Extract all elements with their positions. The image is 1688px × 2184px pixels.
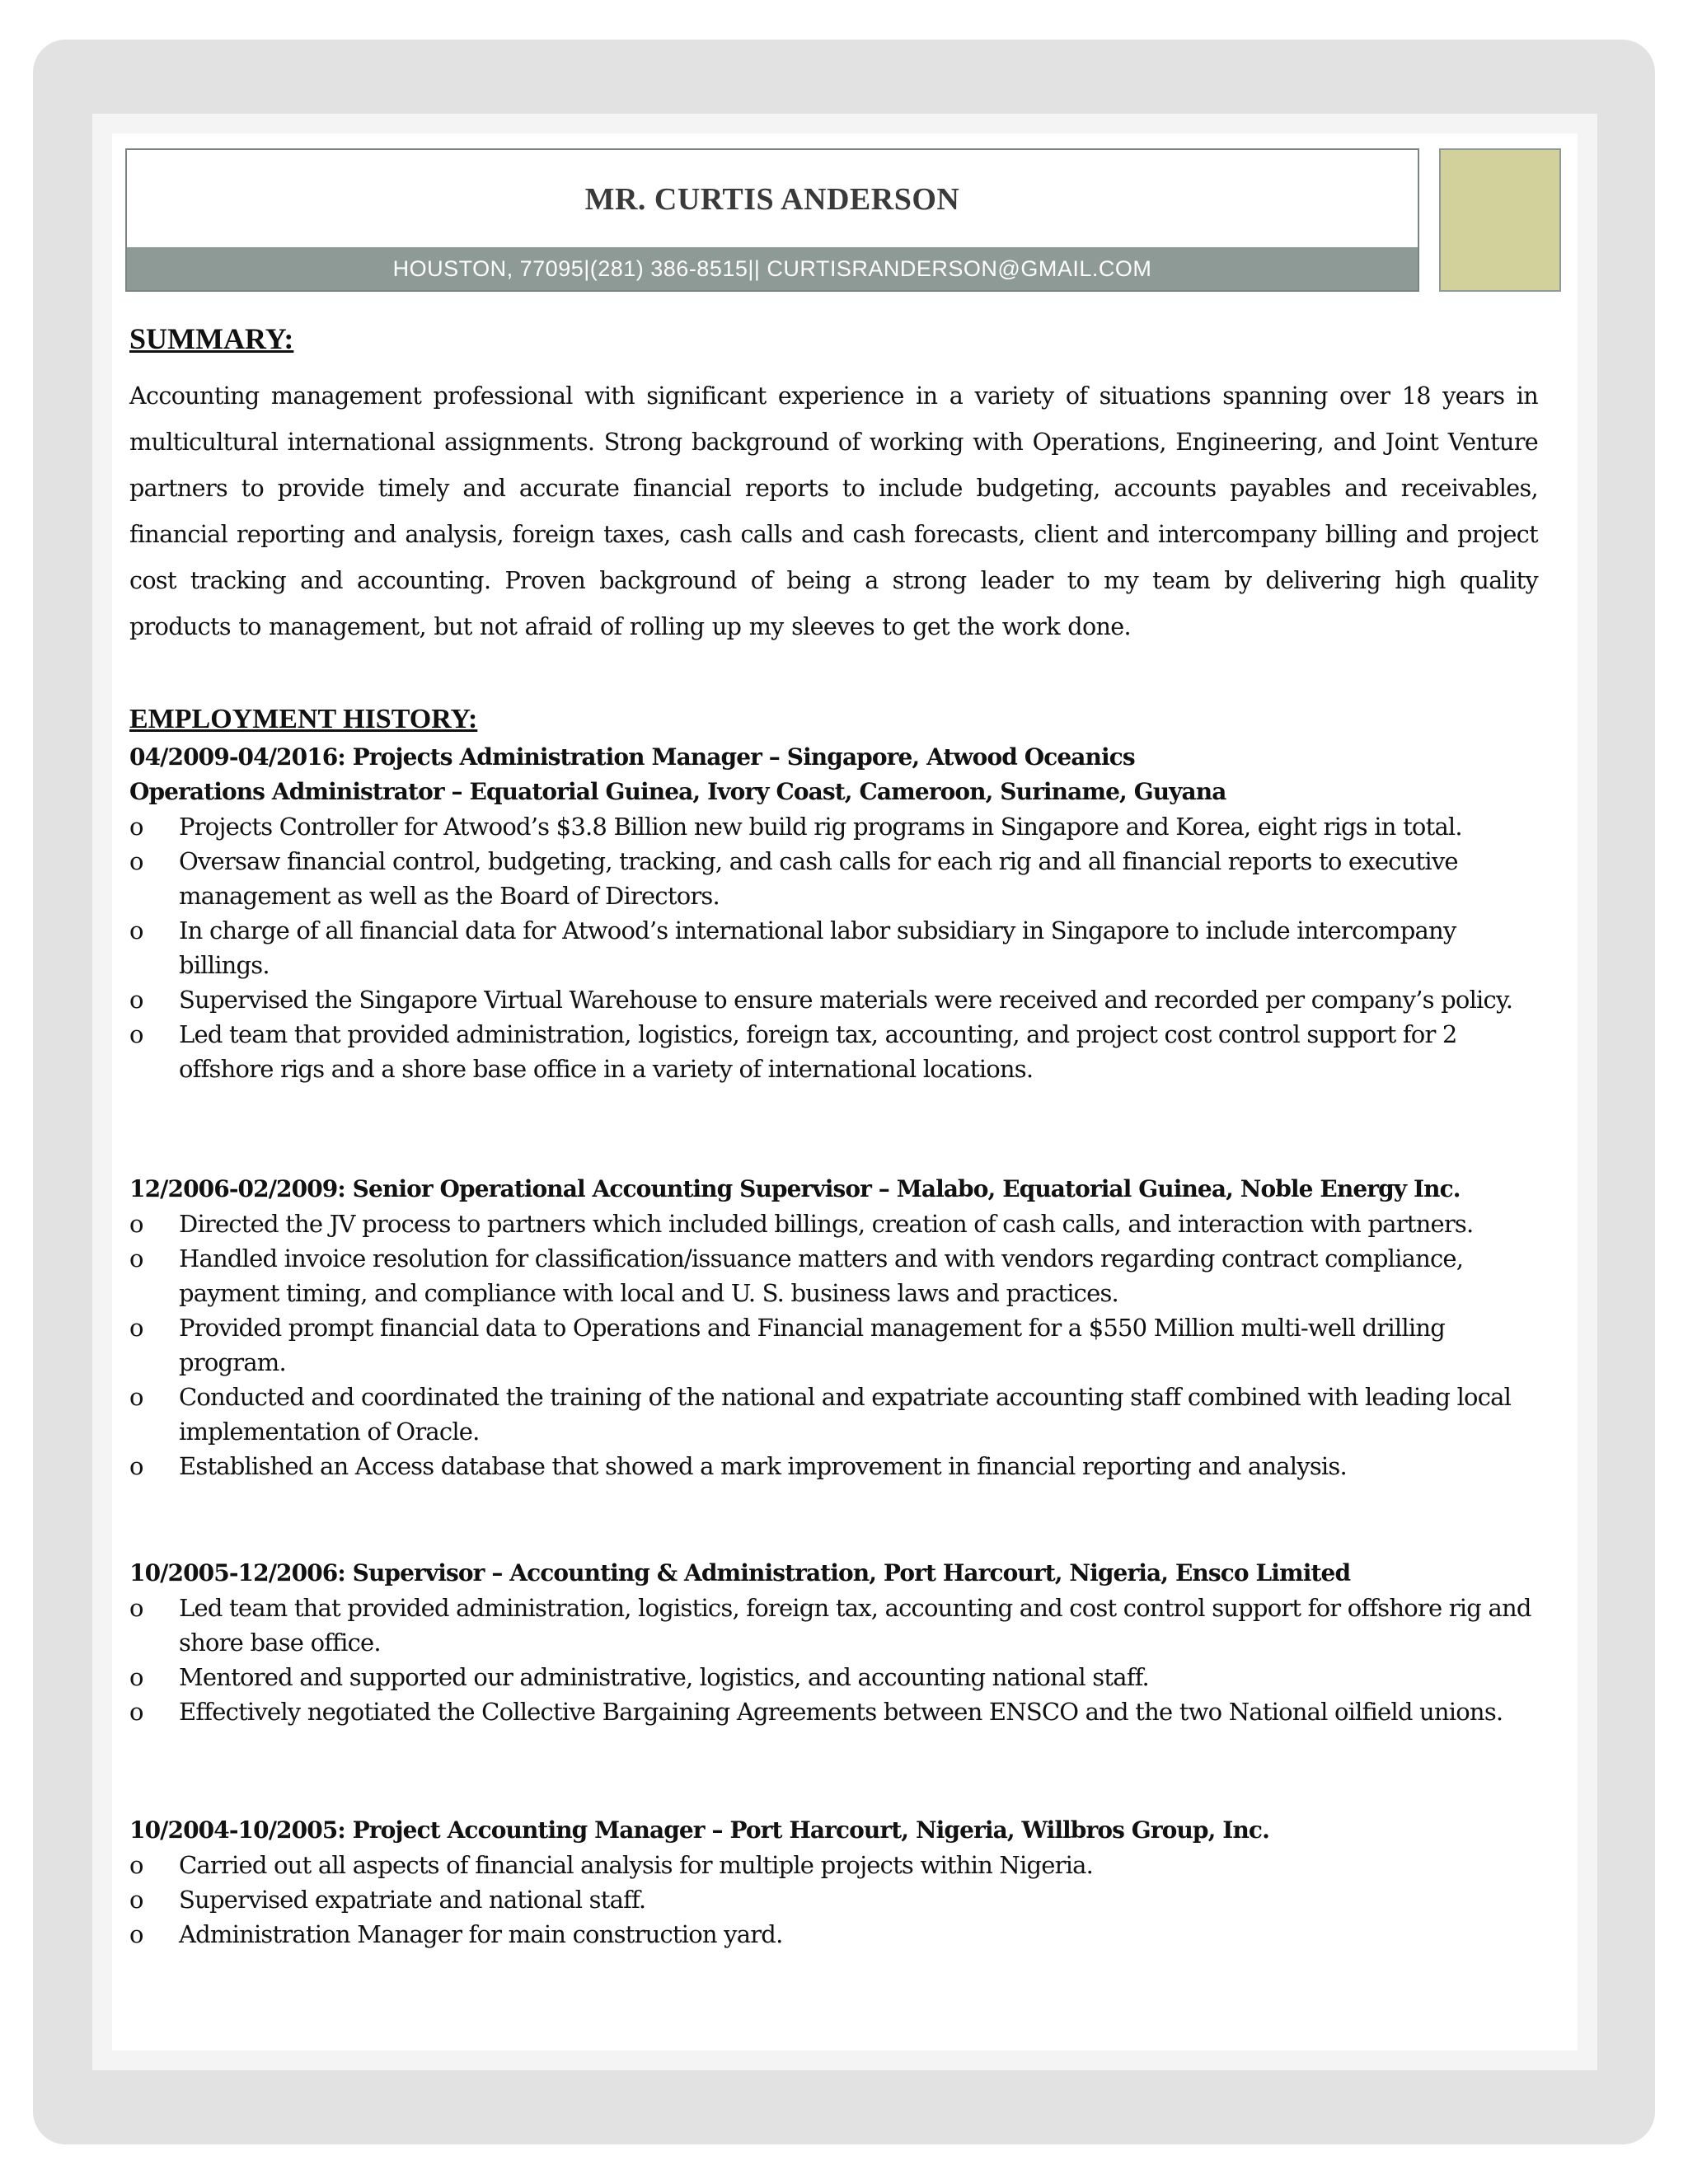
job-entry-atwood — [129, 740, 1547, 1086]
bullet-text: Supervised expatriate and national staff. — [179, 1886, 646, 1914]
bullet-marker: o — [129, 1594, 143, 1622]
list-item — [129, 1694, 1547, 1729]
bullet-marker: o — [129, 1452, 143, 1480]
bullet-text: Handled invoice resolution for classification/issuance matters and with vendors regarding contract compliance, payment timing, and compliance with local and U. S. business laws and practices. — [179, 1244, 1464, 1307]
bullet-text: Supervised the Singapore Virtual Warehouse to ensure materials were received and recorded per company’s policy. — [179, 986, 1513, 1014]
list-item — [129, 1380, 1547, 1449]
bullet-text: Led team that provided administration, logistics, foreign tax, accounting, and project cost control support for 2 offshore rigs and a shore base office in a variety of international locations. — [179, 1020, 1457, 1083]
bullet-text: Provided prompt financial data to Operations and Financial management for a $550 Million multi-well drilling program. — [179, 1314, 1445, 1376]
list-item — [129, 1241, 1547, 1310]
bullet-marker: o — [129, 1210, 143, 1238]
bullet-marker: o — [129, 1244, 143, 1272]
job-bullet-list — [129, 1591, 1547, 1729]
list-item — [129, 844, 1547, 913]
bullet-marker: o — [129, 1851, 143, 1879]
job-heading: 10/2005-12/2006: Supervisor – Accounting & Administration, Port Harcourt, Nigeria, Ensco Limited — [129, 1559, 1351, 1586]
bullet-text: Effectively negotiated the Collective Bargaining Agreements between ENSCO and the two National oilfield unions. — [179, 1698, 1503, 1726]
bullet-marker: o — [129, 986, 143, 1014]
bullet-text: Conducted and coordinated the training of the national and expatriate accounting staff combined with leading local implementation of Oracle. — [179, 1383, 1512, 1446]
bullet-text: Administration Manager for main construction yard. — [179, 1920, 783, 1948]
summary-paragraph: Accounting management professional with significant experience in a variety of situations spanning over 18 years in multicultural international assignments. Strong background of working with Operations, Engineering, and Joint Venture partners to provide timely and accurate financial reports to include budgeting, accounts payables and receivables, financial reporting and analysis, foreign taxes, cash calls and cash forecasts, client and intercompany billing and project cost tracking and accounting. Proven background of being a strong leader to my team by delivering high quality products to management, but not afraid of rolling up my sleeves to get the work done. — [129, 382, 1538, 640]
job-bullet-list — [129, 809, 1547, 1086]
job-entry-noble — [129, 1172, 1547, 1483]
bullet-marker: o — [129, 916, 143, 944]
bullet-text: Mentored and supported our administrative, logistics, and accounting national staff. — [179, 1663, 1149, 1691]
job-subheading: Operations Administrator – Equatorial Guinea, Ivory Coast, Cameroon, Suriname, Guyana — [129, 778, 1226, 805]
job-heading: 10/2004-10/2005: Project Accounting Manager – Port Harcourt, Nigeria, Willbros Group, Inc. — [129, 1816, 1269, 1844]
list-item — [129, 1449, 1547, 1483]
job-entry-willbros — [129, 1813, 1547, 1952]
job-bullet-list — [129, 1207, 1547, 1483]
bullet-text: Established an Access database that showed a mark improvement in financial reporting and analysis. — [179, 1452, 1347, 1480]
list-item — [129, 1848, 1547, 1882]
bullet-marker: o — [129, 1383, 143, 1411]
accent-block — [1439, 148, 1561, 292]
bullet-text: In charge of all financial data for Atwood’s international labor subsidiary in Singapore to include intercompany billings. — [179, 916, 1456, 979]
job-heading: 04/2009-04/2016: Projects Administration Manager – Singapore, Atwood Oceanics — [129, 743, 1135, 771]
summary-title: SUMMARY: — [129, 322, 294, 355]
bullet-text: Carried out all aspects of financial analysis for multiple projects within Nigeria. — [179, 1851, 1094, 1879]
list-item — [129, 809, 1547, 844]
employment-title: EMPLOYMENT HISTORY: — [129, 704, 478, 734]
list-item — [129, 1017, 1547, 1086]
list-item — [129, 1591, 1547, 1660]
candidate-name: MR. CURTIS ANDERSON — [584, 182, 960, 217]
list-item — [129, 913, 1547, 982]
bullet-marker: o — [129, 1314, 143, 1342]
bullet-marker: o — [129, 1886, 143, 1914]
bullet-text: Oversaw financial control, budgeting, tracking, and cash calls for each rig and all financial reports to executive management as well as the Board of Directors. — [179, 847, 1458, 910]
job-heading: 12/2006-02/2009: Senior Operational Accounting Supervisor – Malabo, Equatorial Guinea, Noble Energy Inc. — [129, 1175, 1461, 1202]
job-entry-ensco — [129, 1556, 1547, 1729]
list-item — [129, 982, 1547, 1017]
bullet-text: Directed the JV process to partners which included billings, creation of cash calls, and interaction with partners. — [179, 1210, 1474, 1238]
bullet-marker: o — [129, 813, 143, 841]
list-item — [129, 1207, 1547, 1241]
bullet-marker: o — [129, 1663, 143, 1691]
contact-info-bar: HOUSTON, 77095|(281) 386-8515|| CURTISRANDERSON@GMAIL.COM — [127, 247, 1418, 290]
list-item — [129, 1882, 1547, 1917]
bullet-marker: o — [129, 1920, 143, 1948]
list-item — [129, 1310, 1547, 1380]
bullet-text: Led team that provided administration, logistics, foreign tax, accounting and cost control support for offshore rig and shore base office. — [179, 1594, 1531, 1657]
list-item — [129, 1660, 1547, 1694]
job-bullet-list — [129, 1848, 1547, 1952]
bullet-marker: o — [129, 1020, 143, 1048]
resume-header — [125, 148, 1419, 292]
bullet-marker: o — [129, 847, 143, 875]
list-item — [129, 1917, 1547, 1952]
bullet-marker: o — [129, 1698, 143, 1726]
bullet-text: Projects Controller for Atwood’s $3.8 Billion new build rig programs in Singapore and Korea, eight rigs in total. — [179, 813, 1462, 841]
